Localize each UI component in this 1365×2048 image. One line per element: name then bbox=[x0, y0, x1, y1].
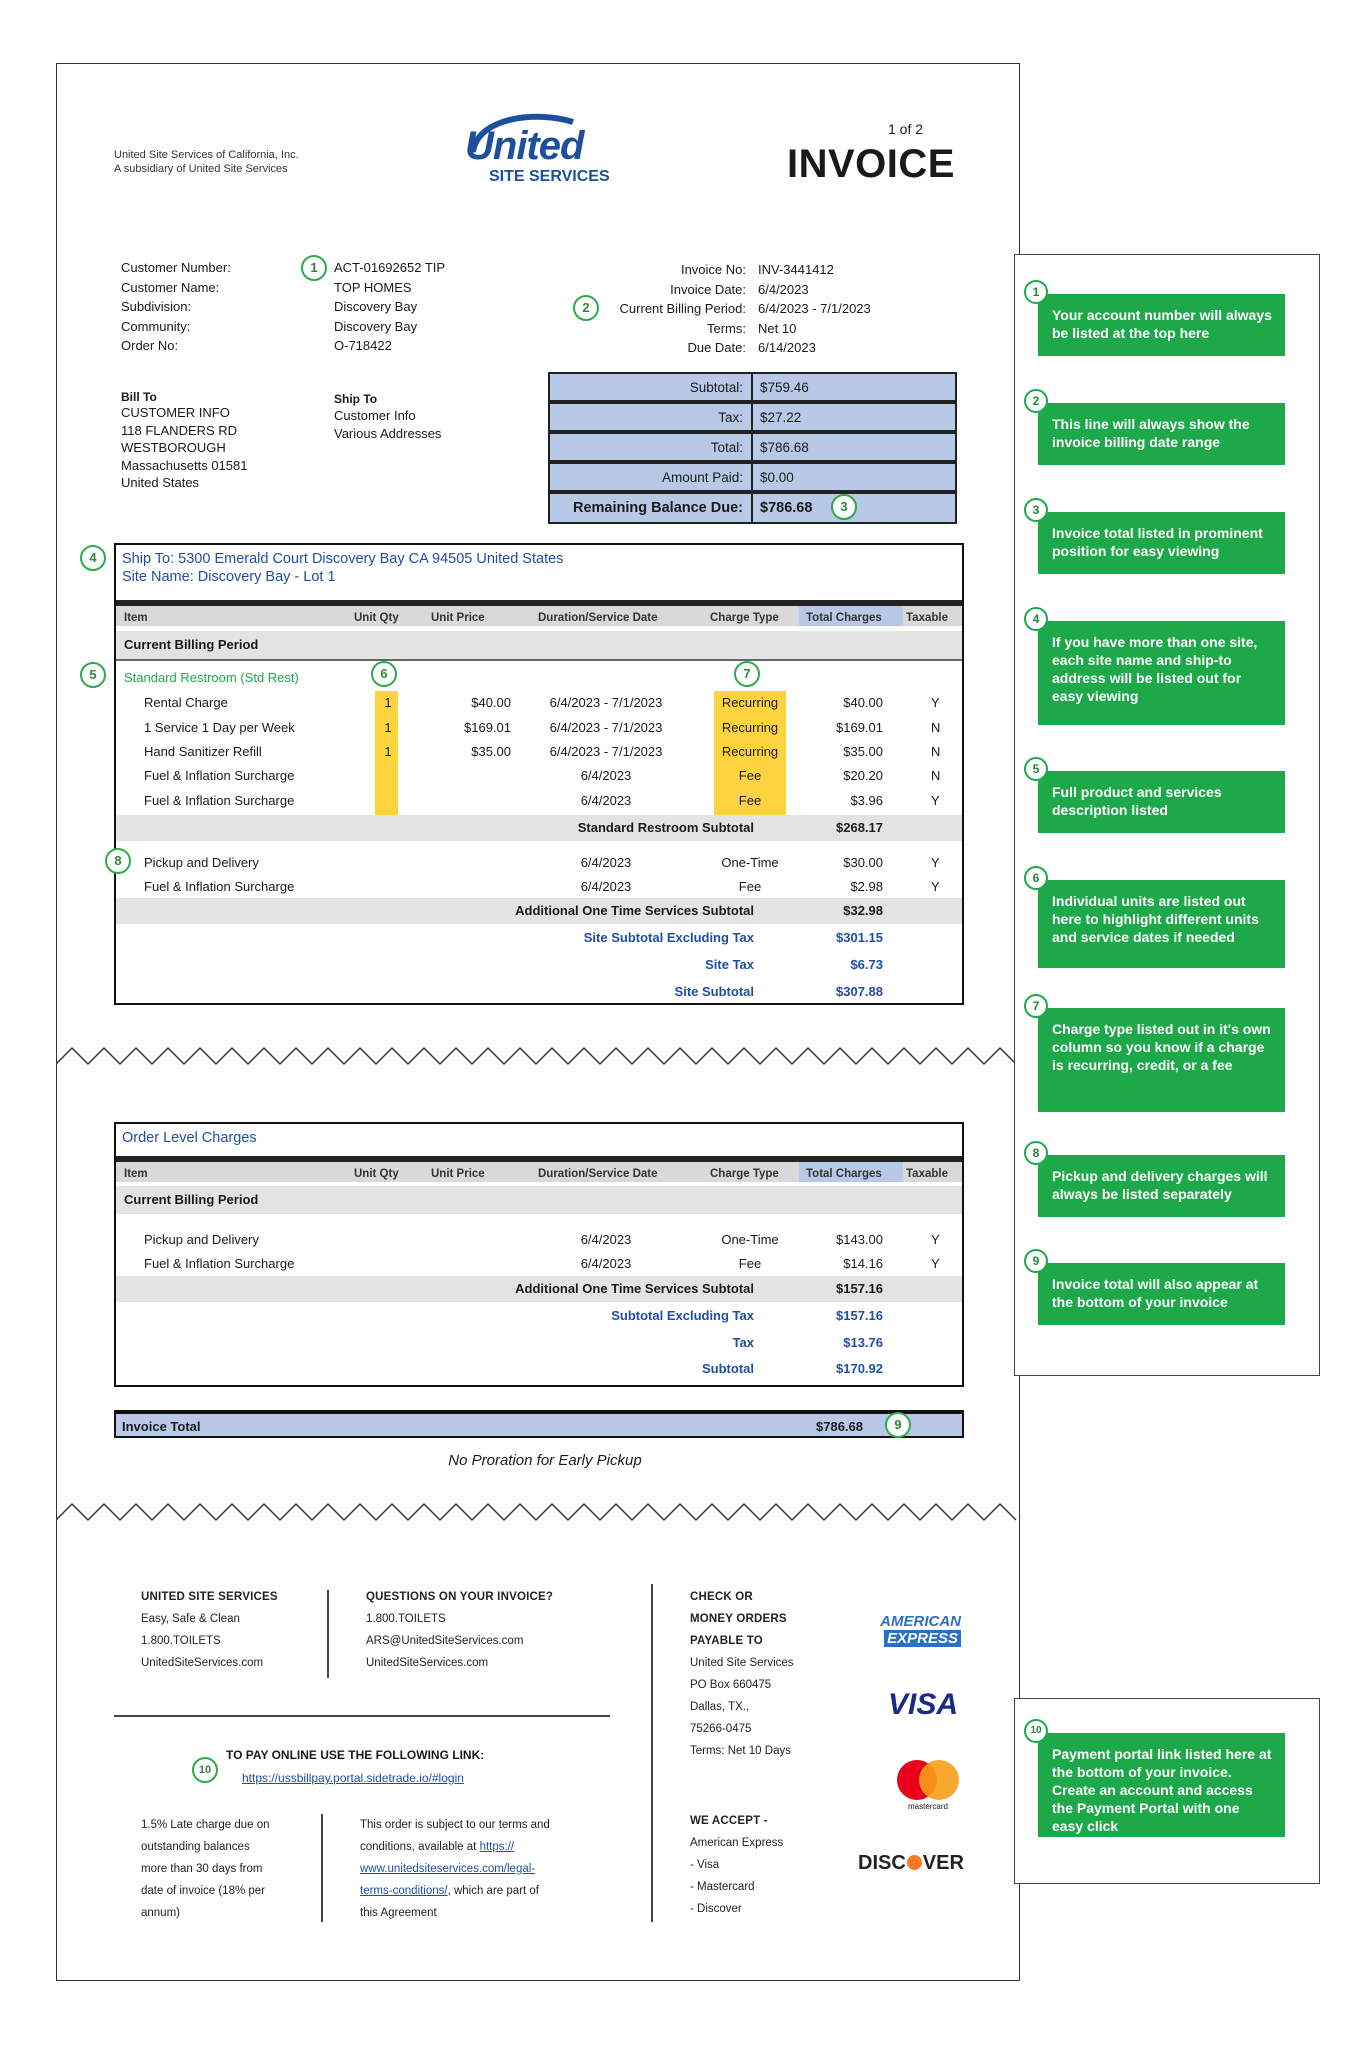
order-level-title: Order Level Charges bbox=[122, 1130, 257, 1146]
order-no-label: Order No: bbox=[121, 338, 179, 353]
col-total: Total Charges bbox=[806, 1168, 882, 1180]
totals-value: $759.46 bbox=[760, 380, 809, 395]
amex-text: AMERICAN bbox=[880, 1613, 961, 1630]
totals-value: $0.00 bbox=[760, 470, 794, 485]
callout-8: Pickup and delivery charges will always be listed separately bbox=[1038, 1155, 1285, 1217]
unit-qty: 1 bbox=[384, 720, 392, 735]
callout-marker-icon: 1 bbox=[1024, 280, 1048, 304]
item-name: Rental Charge bbox=[144, 695, 228, 710]
total-charge: $14.16 bbox=[843, 1256, 883, 1271]
callout-7: Charge type listed out in it's own column so you know if a charge is recurring, credit, or a fee bbox=[1038, 1008, 1285, 1112]
footer-line: 1.800.TOILETS bbox=[141, 1635, 221, 1647]
invoice-title: INVOICE bbox=[787, 142, 955, 186]
period-label: Current Billing Period bbox=[124, 637, 259, 652]
unit-price: $35.00 bbox=[471, 744, 511, 759]
taxable-flag: Y bbox=[931, 879, 940, 894]
callout-4: If you have more than one site, each site name and ship-to address will be listed out for easy viewing bbox=[1038, 621, 1285, 725]
check-line: Terms: Net 10 Days bbox=[690, 1745, 791, 1757]
footer-questions bbox=[366, 1586, 553, 1674]
footer-company-heading: UNITED SITE SERVICES bbox=[141, 1591, 278, 1603]
invoice-total-bar bbox=[114, 1410, 964, 1438]
charge-type: Fee bbox=[738, 879, 762, 894]
check-line: United Site Services bbox=[690, 1657, 794, 1669]
order-summary-value: $13.76 bbox=[843, 1335, 883, 1350]
order-summary-value: $170.92 bbox=[836, 1361, 883, 1376]
charge-type: Recurring bbox=[721, 720, 779, 735]
callout-marker-icon: 4 bbox=[1024, 607, 1048, 631]
bill-to-line: CUSTOMER INFO bbox=[121, 405, 230, 420]
footer-line: UnitedSiteServices.com bbox=[141, 1657, 264, 1669]
late-charge-note bbox=[141, 1814, 270, 1924]
footer-company bbox=[141, 1586, 278, 1674]
callout-marker-icon: 8 bbox=[1024, 1141, 1048, 1165]
check-line: Dallas, TX., bbox=[690, 1701, 750, 1713]
service-date: 6/4/2023 bbox=[580, 1256, 632, 1271]
col-qty: Unit Qty bbox=[354, 1168, 399, 1180]
visa-logo-icon: VISA bbox=[888, 1688, 959, 1721]
col-type: Charge Type bbox=[710, 612, 779, 624]
period-label: Current Billing Period bbox=[124, 1192, 259, 1207]
company-line-1: United Site Services of California, Inc. bbox=[114, 149, 299, 161]
callout-marker-icon: 3 bbox=[1024, 498, 1048, 522]
col-item: Item bbox=[124, 1168, 148, 1180]
table-header bbox=[116, 600, 962, 626]
taxable-flag: Y bbox=[931, 793, 940, 808]
callout-5: Full product and services description listed bbox=[1038, 771, 1285, 833]
item-name: Fuel & Inflation Surcharge bbox=[144, 793, 295, 808]
marker-3-icon: 3 bbox=[831, 494, 857, 520]
site-charges-table bbox=[114, 543, 964, 1005]
community: Discovery Bay bbox=[334, 318, 418, 334]
col-date: Duration/Service Date bbox=[538, 612, 658, 624]
footer-email: ARS@UnitedSiteServices.com bbox=[366, 1635, 524, 1647]
totals-label: Total: bbox=[710, 440, 743, 455]
order-no: O-718422 bbox=[334, 338, 392, 353]
accept-line: - Discover bbox=[690, 1903, 742, 1915]
total-charge: $40.00 bbox=[843, 695, 883, 710]
accepted-payments bbox=[690, 1810, 783, 1920]
taxable-flag: Y bbox=[931, 1232, 940, 1247]
customer-labels bbox=[121, 258, 281, 356]
callout-marker-icon: 6 bbox=[1024, 866, 1048, 890]
late-line: 1.5% Late charge due on bbox=[141, 1819, 270, 1831]
check-heading: MONEY ORDERS bbox=[690, 1613, 787, 1625]
unit-price: $169.01 bbox=[464, 720, 511, 735]
divider bbox=[321, 1814, 323, 1922]
total-charge: $3.96 bbox=[850, 793, 883, 808]
divider bbox=[114, 1715, 610, 1717]
invoice-total-label: Invoice Total bbox=[122, 1419, 201, 1434]
ship-to-line: Customer Info bbox=[334, 408, 416, 423]
ship-to-line: Various Addresses bbox=[334, 425, 442, 441]
total-charge: $20.20 bbox=[843, 768, 883, 783]
totals-balance-row bbox=[548, 492, 957, 524]
totals-label: Amount Paid: bbox=[661, 470, 743, 485]
totals-value: $27.22 bbox=[760, 410, 802, 425]
taxable-flag: N bbox=[931, 768, 941, 783]
site-summary-value: $301.15 bbox=[836, 930, 883, 945]
pay-online-heading: TO PAY ONLINE USE THE FOLLOWING LINK: bbox=[226, 1748, 485, 1762]
unit-qty: 1 bbox=[384, 744, 392, 759]
bill-to-line: United States bbox=[121, 475, 200, 490]
payment-portal-link[interactable]: https://ussbillpay.portal.sidetrade.io/#login bbox=[242, 1771, 464, 1785]
site-summary-value: $307.88 bbox=[836, 984, 883, 999]
col-taxable: Taxable bbox=[906, 612, 948, 624]
order-summary-label: Subtotal Excluding Tax bbox=[611, 1308, 754, 1323]
customer-number-label: Customer Number: bbox=[121, 260, 231, 275]
item-name: Fuel & Inflation Surcharge bbox=[144, 879, 295, 894]
check-heading: PAYABLE TO bbox=[690, 1635, 763, 1647]
terms: Net 10 bbox=[758, 320, 797, 336]
item-name: Pickup and Delivery bbox=[144, 855, 259, 870]
check-line: PO Box 660475 bbox=[690, 1679, 772, 1691]
customer-name: TOP HOMES bbox=[334, 279, 412, 295]
charge-type: Fee bbox=[738, 793, 762, 808]
ship-to-address bbox=[334, 407, 441, 442]
service-date: 6/4/2023 bbox=[580, 855, 632, 870]
site-ship-to: Ship To: 5300 Emerald Court Discovery Bay CA 94505 United States bbox=[122, 551, 564, 567]
callout-9: Invoice total will also appear at the bottom of your invoice bbox=[1038, 1263, 1285, 1325]
customer-values bbox=[334, 258, 494, 356]
amex-text: EXPRESS bbox=[884, 1630, 961, 1647]
company-line-2: A subsidiary of United Site Services bbox=[114, 163, 288, 175]
united-logo bbox=[465, 108, 635, 188]
bill-to-heading: Bill To bbox=[121, 390, 157, 404]
onetime-subtotal: $32.98 bbox=[843, 903, 883, 918]
ship-to-heading: Ship To bbox=[334, 392, 378, 406]
site-summary-label: Site Subtotal Excluding Tax bbox=[583, 930, 754, 945]
accept-line: - Visa bbox=[690, 1859, 720, 1871]
terms-link[interactable]: terms-conditions/ bbox=[360, 1885, 448, 1897]
page-indicator: 1 of 2 bbox=[888, 121, 924, 137]
restroom-subtotal: $268.17 bbox=[836, 820, 883, 835]
totals-value: $786.68 bbox=[760, 440, 809, 455]
charge-type: Fee bbox=[738, 768, 762, 783]
col-date: Duration/Service Date bbox=[538, 1168, 658, 1180]
service-date: 6/4/2023 bbox=[580, 793, 632, 808]
col-price: Unit Price bbox=[431, 612, 485, 624]
service-date: 6/4/2023 - 7/1/2023 bbox=[549, 744, 663, 759]
totals-label: Subtotal: bbox=[689, 380, 743, 395]
bill-to-line: WESTBOROUGH bbox=[121, 440, 226, 455]
onetime-subtotal-label: Additional One Time Services Subtotal bbox=[515, 903, 754, 918]
callout-marker-icon: 5 bbox=[1024, 757, 1048, 781]
charge-type: One-Time bbox=[721, 1232, 779, 1247]
bill-to-address bbox=[121, 404, 247, 492]
charge-type: One-Time bbox=[721, 855, 779, 870]
site-summary-label: Site Tax bbox=[705, 957, 754, 972]
total-charge: $169.01 bbox=[836, 720, 883, 735]
footer-questions-heading: QUESTIONS ON YOUR INVOICE? bbox=[366, 1591, 554, 1603]
check-payable bbox=[690, 1586, 794, 1762]
logo-sub: SITE SERVICES bbox=[489, 168, 610, 185]
subdivision-label: Subdivision: bbox=[121, 299, 192, 314]
marker-2-icon: 2 bbox=[573, 295, 599, 321]
item-name: 1 Service 1 Day per Week bbox=[144, 720, 295, 735]
terms-link[interactable]: https:// bbox=[479, 1841, 515, 1853]
col-total: Total Charges bbox=[806, 612, 882, 624]
charge-type: Recurring bbox=[721, 744, 779, 759]
divider bbox=[651, 1584, 653, 1922]
total-charge: $2.98 bbox=[850, 879, 883, 894]
invoice-no: INV-3441412 bbox=[758, 262, 834, 277]
due-date-label: Due Date: bbox=[687, 340, 746, 355]
callout-marker-icon: 10 bbox=[1024, 1719, 1048, 1743]
item-name: Hand Sanitizer Refill bbox=[144, 744, 262, 759]
order-charges-table bbox=[114, 1122, 964, 1387]
unit-price: $40.00 bbox=[471, 695, 511, 710]
late-line: date of invoice (18% per bbox=[141, 1885, 266, 1897]
bill-to-line: 118 FLANDERS RD bbox=[121, 422, 238, 438]
bill-to-line: Massachusetts 01581 bbox=[121, 457, 248, 473]
check-line: 75266-0475 bbox=[690, 1723, 752, 1735]
community-label: Community: bbox=[121, 318, 191, 334]
marker-1-icon: 1 bbox=[301, 255, 327, 281]
footer-line: Easy, Safe & Clean bbox=[141, 1613, 240, 1625]
order-subtotal: $157.16 bbox=[836, 1281, 883, 1296]
late-line: more than 30 days from bbox=[141, 1863, 263, 1875]
col-type: Charge Type bbox=[710, 1168, 779, 1180]
item-name: Fuel & Inflation Surcharge bbox=[144, 768, 295, 783]
taxable-flag: N bbox=[931, 744, 941, 759]
terms-line: This order is subject to our terms and bbox=[360, 1819, 550, 1831]
discover-logo-icon bbox=[858, 1852, 964, 1875]
footer-phone: 1.800.TOILETS bbox=[366, 1613, 446, 1625]
callout-marker-icon: 9 bbox=[1024, 1249, 1048, 1273]
taxable-flag: N bbox=[931, 720, 941, 735]
due-date: 6/14/2023 bbox=[758, 340, 816, 355]
unit-qty: 1 bbox=[384, 695, 392, 710]
product-name: Standard Restroom (Std Rest) bbox=[124, 670, 299, 685]
accept-heading: WE ACCEPT - bbox=[690, 1815, 768, 1827]
invoice-date-label: Invoice Date: bbox=[670, 281, 746, 297]
callout-marker-icon: 7 bbox=[1024, 994, 1048, 1018]
billing-period-label: Current Billing Period: bbox=[619, 301, 746, 316]
billing-period: 6/4/2023 - 7/1/2023 bbox=[758, 301, 871, 316]
marker-4-icon: 4 bbox=[80, 545, 106, 571]
discover-text: DISC bbox=[858, 1852, 906, 1874]
invoice-meta-values bbox=[758, 260, 938, 358]
service-date: 6/4/2023 - 7/1/2023 bbox=[549, 695, 663, 710]
order-summary-label: Tax bbox=[732, 1335, 754, 1350]
item-name: Pickup and Delivery bbox=[144, 1232, 259, 1247]
mastercard-logo-icon bbox=[897, 1760, 967, 1810]
accept-line: - Mastercard bbox=[690, 1881, 755, 1893]
callout-10: Payment portal link listed here at the bottom of your invoice. Create an account and access the Payment Portal with one easy click bbox=[1038, 1733, 1285, 1837]
marker-7-icon: 7 bbox=[734, 661, 760, 687]
site-summary-value: $6.73 bbox=[850, 957, 883, 972]
order-summary-label: Subtotal bbox=[702, 1361, 754, 1376]
col-price: Unit Price bbox=[431, 1168, 485, 1180]
service-date: 6/4/2023 - 7/1/2023 bbox=[549, 720, 663, 735]
callout-2: This line will always show the invoice billing date range bbox=[1038, 403, 1285, 465]
callout-3: Invoice total listed in prominent position for easy viewing bbox=[1038, 512, 1285, 574]
callout-1: Your account number will always be listed at the top here bbox=[1038, 294, 1285, 356]
footer-website: UnitedSiteServices.com bbox=[366, 1657, 489, 1669]
remaining-balance: $786.68 bbox=[760, 500, 813, 516]
col-taxable: Taxable bbox=[906, 1168, 948, 1180]
invoice-date: 6/4/2023 bbox=[758, 281, 809, 297]
page-break-icon bbox=[56, 1044, 1020, 1068]
customer-number: ACT-01692652 TIP bbox=[334, 260, 446, 275]
taxable-flag: Y bbox=[931, 695, 940, 710]
marker-9-icon: 9 bbox=[885, 1412, 911, 1438]
order-subtotal-label: Additional One Time Services Subtotal bbox=[515, 1281, 754, 1296]
amex-logo-icon bbox=[869, 1613, 961, 1649]
totals-label: Remaining Balance Due: bbox=[572, 500, 743, 516]
invoice-total-value: $786.68 bbox=[816, 1419, 863, 1434]
taxable-flag: Y bbox=[931, 1256, 940, 1271]
site-summary-label: Site Subtotal bbox=[674, 984, 754, 999]
item-name: Fuel & Inflation Surcharge bbox=[144, 1256, 295, 1271]
divider bbox=[327, 1590, 329, 1678]
totals-paid-row bbox=[548, 462, 957, 492]
totals-total-row bbox=[548, 432, 957, 462]
col-item: Item bbox=[124, 612, 148, 624]
invoice-no-label: Invoice No: bbox=[680, 262, 746, 277]
totals-tax-row bbox=[548, 402, 957, 432]
total-charge: $30.00 bbox=[843, 855, 883, 870]
marker-10-icon: 10 bbox=[192, 1757, 218, 1783]
table-header bbox=[116, 1156, 962, 1182]
marker-6-icon: 6 bbox=[371, 661, 397, 687]
late-line: annum) bbox=[141, 1907, 180, 1919]
customer-name-label: Customer Name: bbox=[121, 279, 220, 295]
totals-subtotal-row bbox=[548, 372, 957, 402]
callout-marker-icon: 2 bbox=[1024, 389, 1048, 413]
page-break-icon bbox=[56, 1500, 1020, 1524]
terms-line: , which are part of bbox=[447, 1885, 539, 1897]
restroom-subtotal-label: Standard Restroom Subtotal bbox=[577, 820, 754, 835]
mastercard-text: mastercard bbox=[907, 1802, 948, 1811]
marker-8-icon: 8 bbox=[105, 848, 131, 874]
late-line: outstanding balances bbox=[141, 1841, 250, 1853]
taxable-flag: Y bbox=[931, 855, 940, 870]
logo-word: United bbox=[465, 124, 584, 168]
charge-type: Fee bbox=[738, 1256, 762, 1271]
check-heading: CHECK OR bbox=[690, 1591, 753, 1603]
subdivision: Discovery Bay bbox=[334, 299, 418, 314]
totals-label: Tax: bbox=[718, 410, 743, 425]
accept-line: American Express bbox=[690, 1837, 784, 1849]
divider bbox=[116, 659, 962, 661]
col-qty: Unit Qty bbox=[354, 612, 399, 624]
terms-note bbox=[360, 1814, 550, 1924]
terms-link[interactable]: www.unitedsiteservices.com/legal- bbox=[360, 1863, 536, 1875]
service-date: 6/4/2023 bbox=[580, 1232, 632, 1247]
service-date: 6/4/2023 bbox=[580, 768, 632, 783]
marker-5-icon: 5 bbox=[80, 662, 106, 688]
discover-text: VER bbox=[922, 1852, 964, 1874]
total-charge: $35.00 bbox=[843, 744, 883, 759]
callout-6: Individual units are listed out here to highlight different units and service dates if needed bbox=[1038, 880, 1285, 968]
terms-line: this Agreement bbox=[360, 1907, 437, 1919]
proration-note: No Proration for Early Pickup bbox=[448, 1452, 642, 1469]
site-name: Site Name: Discovery Bay - Lot 1 bbox=[122, 569, 336, 585]
charge-type: Recurring bbox=[721, 695, 779, 710]
service-date: 6/4/2023 bbox=[580, 879, 632, 894]
terms-label: Terms: bbox=[707, 320, 746, 336]
order-summary-value: $157.16 bbox=[836, 1308, 883, 1323]
terms-line: conditions, available at bbox=[360, 1841, 480, 1853]
total-charge: $143.00 bbox=[836, 1232, 883, 1247]
